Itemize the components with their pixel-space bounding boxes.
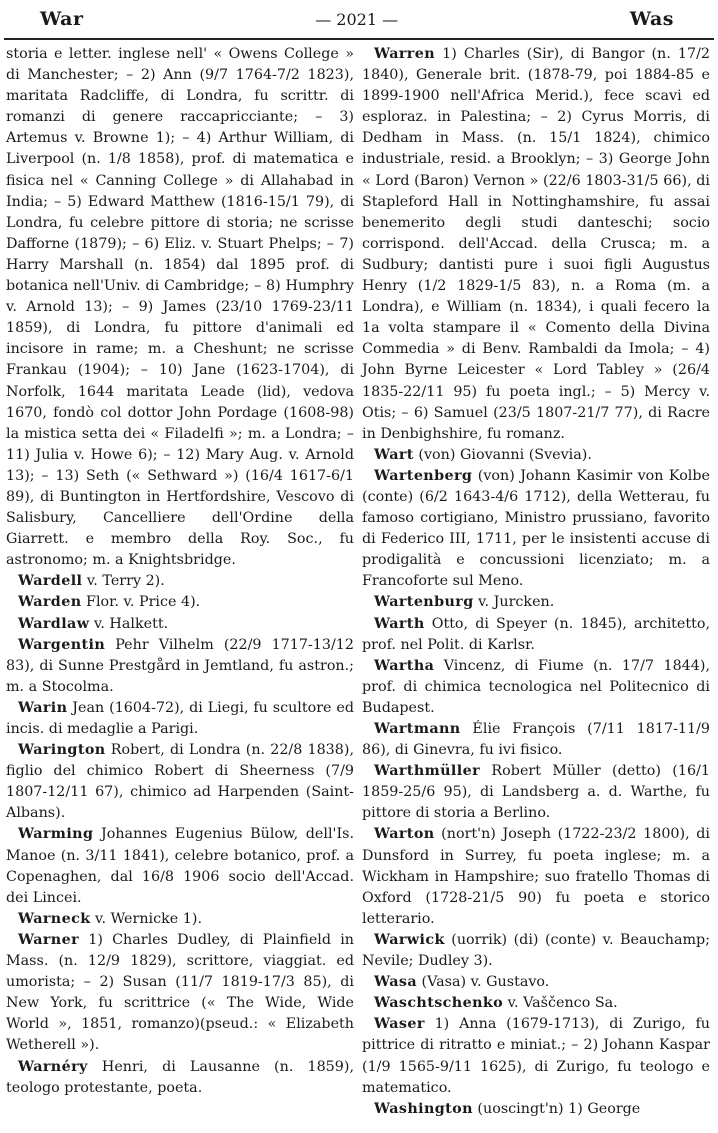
dictionary-entry <box>6 592 354 613</box>
entry-headword: Warnéry <box>18 1058 88 1075</box>
header-left-word: War <box>40 8 84 30</box>
right-column <box>362 44 714 1120</box>
entry-headword: Warner <box>18 931 80 948</box>
entry-headword: Wartenburg <box>374 594 474 611</box>
entry-text: (nort'n) Joseph (1722-23/2 1800), di Dunsford in Surrey, fu poeta inglese; m. a Wickham in Hampshire; suo fratello Thomas di Oxford (1728-21/5 90) fu poeta e storico letterario. <box>362 826 710 927</box>
dictionary-entry <box>362 761 710 824</box>
dictionary-entry <box>6 1057 354 1099</box>
entry-headword: Warton <box>374 826 435 843</box>
entry-headword: Warthmüller <box>374 763 481 780</box>
entry-text: Jean (1604-72), di Liegi, fu scultore ed incis. di medaglie a Parigi. <box>6 699 354 737</box>
dictionary-entry <box>6 909 354 930</box>
entry-text: Vincenz, di Fiume (n. 17/7 1844), prof. di chimica tecnologica nel Politecnico di Budapest. <box>362 657 710 716</box>
entry-text: Élie François (7/11 1817-11/9 86), di Ginevra, fu ivi fisico. <box>362 721 710 759</box>
entry-headword: Warwick <box>374 931 445 948</box>
dictionary-entry <box>362 656 710 719</box>
entry-headword: Warin <box>18 699 68 716</box>
entry-headword: Wasa <box>374 974 417 991</box>
entry-text: (von) Giovanni (Svevia). <box>413 446 592 463</box>
left-column <box>4 44 354 1120</box>
dictionary-entry <box>6 614 354 635</box>
entry-text: (von) Johann Kasimir von Kolbe (conte) (6/2 1643-4/6 1712), della Wetterau, fu famoso cortigiano, Ministro prussiano, favorito di Federico III, 1711, per le insistenti accuse di prodigalità e concussioni licenziato; m. a Francoforte sul Meno. <box>362 467 710 590</box>
entry-text: v. Vaščenco Sa. <box>503 995 618 1012</box>
dictionary-entry <box>6 824 354 908</box>
entry-headword: Warden <box>18 594 82 611</box>
dictionary-entry <box>362 972 710 993</box>
dictionary-entry <box>6 930 354 1057</box>
dictionary-entry <box>362 1014 710 1098</box>
entry-text: (uorrik) (di) (conte) v. Beauchamp; Nevile; Dudley 3). <box>362 931 710 970</box>
entry-headword: Wartenberg <box>374 467 473 484</box>
dictionary-entry <box>6 571 354 592</box>
entry-text: 1) Charles Dudley, di Plainfield in Mass. (n. 12/9 1829), scrittore, viaggiat. ed umorista; – 2) Susan (11/7 1819-17/3 85), di New York, fu scrittrice (« The Wide, Wide World », 1851, romanzo)(pseud.: « Elizabeth Wetherell »). <box>6 931 354 1054</box>
entry-headword: Wardlaw <box>18 615 90 632</box>
header-right-word: Was <box>629 8 674 30</box>
entry-text: v. Terry 2). <box>82 573 165 590</box>
dictionary-entry <box>6 44 354 571</box>
dictionary-entry <box>6 740 354 824</box>
entry-headword: Wargentin <box>18 636 106 653</box>
dictionary-entry <box>362 44 710 445</box>
entry-headword: Wartha <box>374 657 435 674</box>
entry-headword: Wardell <box>18 573 83 590</box>
entry-headword: Washington <box>374 1100 473 1117</box>
dictionary-entry <box>362 614 710 656</box>
dictionary-entry <box>362 930 710 972</box>
entry-text: Flor. v. Price 4). <box>81 594 201 611</box>
dictionary-entry <box>362 592 710 613</box>
entry-text: 1) Anna (1679-1713), di Zurigo, fu pittrice di ritratto e miniat.; – 2) Johann Kaspar (1/9 1565-9/11 1625), di Zurigo, fu teologo e matematico. <box>362 1016 710 1096</box>
entry-text: v. Halkett. <box>89 615 169 632</box>
entry-text: Robert Müller (detto) (16/1 1859-25/6 95), di Landsberg a. d. Warthe, fu pittore di storia a Berlino. <box>362 763 710 822</box>
entry-headword: Waser <box>374 1016 425 1033</box>
entry-text: (uoscingt'n) 1) George <box>472 1100 641 1117</box>
entry-headword: Warington <box>18 742 106 759</box>
dictionary-entry <box>362 824 710 929</box>
entry-headword: Warming <box>18 826 94 843</box>
dictionary-entry <box>362 1099 710 1120</box>
entry-text: (Vasa) v. Gustavo. <box>417 974 550 991</box>
entry-headword: Wart <box>374 446 414 463</box>
dictionary-entry <box>362 993 710 1014</box>
entry-headword: Warth <box>374 615 425 632</box>
page-number: — 2021 — <box>315 9 399 29</box>
entry-text: storia e letter. inglese nell' « Owens College » di Manchester; – 2) Ann (9/7 1764-7/2 1823), maritata Radcliffe, di Londra, fu scrittr. di romanzi di genere raccapricciante; – 3) Artemus v. Browne 1); – 4) Arthur William, di Liverpool (n. 1/8 1858), prof. di matematica e fisica nel « Canning College » di Allahabad in India; – 5) Edward Matthew (1816-15/1 79), di Londra, fu celebre pittore di storia; ne scrisse Dafforne (1879); – 6) Eliz. v. Stuart Phelps; – 7) Harry Marshall (n. 1854) dal 1895 prof. di botanica nell'Univ. di Cambridge; – 8) Humphry v. Arnold 13); – 9) James (23/10 1769-23/11 1859), di Londra, fu pittore d'animali ed incisore in rame; m. a Cheshunt; ne scrisse Frankau (1904); – 10) Jane (1623-1704), di Norfolk, 1644 maritata Leade (lid), vedova 1670, fondò col dottor John Pordage (1608-98) la mistica setta dei « Filadelfi »; m. a Londra; – 11) Julia v. Howe 6); – 12) Mary Aug. v. Arnold 13); – 13) Seth (« Sethward ») (16/4 1617-6/1 89), di Buntington in Hertfordshire, Vescovo di Salisbury, Cancelliere dell'Ordine della Giarrett. e membro della Roy. Soc., fu astronomo; m. a Knightsbridge. <box>6 46 354 569</box>
dictionary-entry <box>6 635 354 698</box>
page-header <box>4 0 714 40</box>
entry-text: 1) Charles (Sir), di Bangor (n. 17/2 1840), Generale brit. (1878-79, poi 1884-85 e 1899-1900 nell'Africa Merid.), fece scavi ed esploraz. in Palestina; – 2) Cyrus Morris, di Dedham in Mass. (n. 15/1 1824), chimico industriale, resid. a Brooklyn; – 3) George John « Lord (Baron) Vernon » (22/6 1803-31/5 66), di Stapleford Hall in Nottinghamshire, fu assai benemerito degli studi danteschi; socio corrispond. dell'Accad. della Crusca; m. a Sudbury; dantisti pure i suoi figli Augustus Henry (1/2 1829-1/5 83), n. a Roma (m. a Londra), e William (n. 1834), i quali fecero la 1a volta stampare il « Comento della Divina Commedia » di Benv. Rambaldi da Imola; – 4) John Byrne Leicester « Lord Tabley » (26/4 1835-22/11 95) fu poeta ingl.; – 5) Mercy v. Otis; – 6) Samuel (23/5 1807-21/7 77), di Racre in Denbighshire, fu romanz. <box>362 46 710 442</box>
entry-headword: Warneck <box>18 910 91 927</box>
entry-headword: Waschtschenko <box>374 995 504 1012</box>
entry-headword: Wartmann <box>374 721 461 737</box>
dictionary-entry <box>362 445 710 466</box>
entry-text: Johannes Eugenius Bülow, dell'Is. Manoe (n. 3/11 1841), celebre botanico, prof. a Copenaghen, dal 16/8 1906 socio dell'Accad. dei Lincei. <box>6 826 354 906</box>
text-columns <box>4 40 714 1120</box>
entry-text: v. Wernicke 1). <box>90 910 203 927</box>
dictionary-entry <box>362 466 710 593</box>
dictionary-entry <box>6 698 354 740</box>
dictionary-entry <box>362 719 710 761</box>
entry-text: Henri, di Lausanne (n. 1859), teologo protestante, poeta. <box>6 1058 354 1096</box>
entry-text: Otto, di Speyer (n. 1845), architetto, prof. nel Polit. di Karlsr. <box>362 615 710 653</box>
entry-text: Robert, di Londra (n. 22/8 1838), figlio del chimico Robert di Sheerness (7/9 1807-12/11 67), chimico ad Harpenden (Saint-Albans). <box>6 742 354 822</box>
entry-text: v. Jurcken. <box>473 594 555 611</box>
entry-text: Pehr Vilhelm (22/9 1717-13/12 83), di Sunne Prestgård in Jemtland, fu astron.; m. a Stocolma. <box>6 636 354 695</box>
entry-headword: Warren <box>374 46 436 62</box>
